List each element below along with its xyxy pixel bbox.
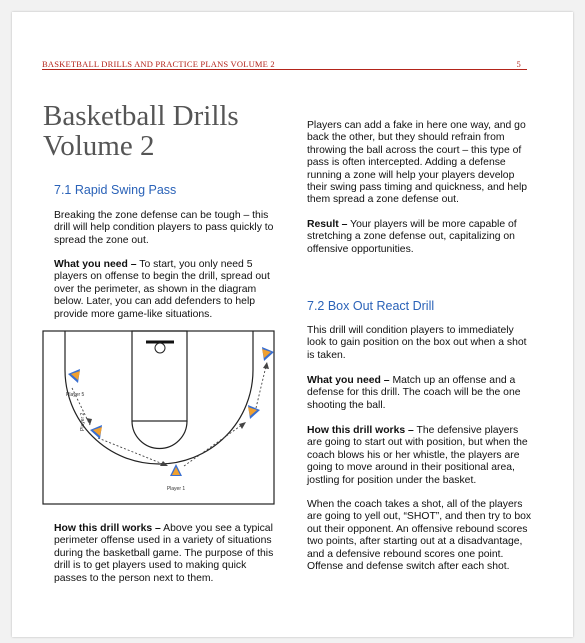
section-heading-box-out-react: 7.2 Box Out React Drill <box>307 299 435 313</box>
player-2-label: Player 2 <box>80 412 86 431</box>
what-you-need-label: What you need – <box>307 375 390 386</box>
section-2-coach-shot: When the coach takes a shot, all of the players are going to yell out, “SHOT”, and then try to box out their opponent. An offensive rebound scores two points, after starting out at a disadvantage, and a defensive rebound scores one point. Offense and defense switch after each shot. <box>307 499 532 573</box>
section-1-continued: Players can add a fake in here one way, and go back the other, but they should refrain from throwing the ball across the court – this type of pass is often intercepted. Adding a defense running a zone will help your players develop their swing pass timing and quickness, and help them spread a zone defense out. <box>307 120 528 206</box>
player-5-label: Player 5 <box>66 392 85 398</box>
title-line-1: Basketball Drills <box>43 100 239 132</box>
section-1-intro: Breaking the zone defense can be tough – this drill will help condition players to pass quickly to spread the zone out. <box>54 210 274 246</box>
result-text: Your players will be more capable of stretching a zone defense out, capitalizing on offensive opportunities. <box>307 219 517 255</box>
section-1-what-you-need <box>54 259 280 321</box>
how-it-works-text: Above you see a typical perimeter offense used in a variety of situations during the basketball game. The purpose of this drill is to get players used to making quick passes to the person next to them. <box>54 523 274 584</box>
section-2-intro: This drill will condition players to immediately look to gain position on the box out when a shot is taken. <box>307 325 527 361</box>
page-number: 5 <box>516 59 521 69</box>
title-line-2: Volume 2 <box>43 130 155 162</box>
what-you-need-text: To start, you only need 5 players on offense to begin the drill, spread out over the perimeter, as shown in the diagram below. Later, you can add defenders to help provide more game-like situations. <box>54 259 270 320</box>
page-title <box>43 101 283 161</box>
how-it-works-label: How this drill works – <box>54 523 161 534</box>
section-2-how-it-works <box>307 425 535 487</box>
court-diagram <box>42 330 275 505</box>
how-it-works-text: The defensive players are going to start out with position, but when the coach blows his or her whistle, the players are going to move around in their positional area, jostling for position under the basket. <box>307 425 528 486</box>
running-header <box>42 45 527 70</box>
player-1-label: Player 1 <box>166 486 186 492</box>
section-1-result <box>307 219 535 256</box>
what-you-need-text: Match up an offense and a defense for this drill. The coach will be the one shooting the ball. <box>307 375 521 411</box>
section-2-what-you-need <box>307 375 535 412</box>
section-1-how-it-works <box>54 523 280 585</box>
result-label: Result – <box>307 219 348 230</box>
running-title: BASKETBALL DRILLS AND PRACTICE PLANS VOLUME 2 <box>42 59 275 69</box>
how-it-works-label: How this drill works – <box>307 425 414 436</box>
section-heading-rapid-swing-pass: 7.1 Rapid Swing Pass <box>54 183 177 197</box>
what-you-need-label: What you need – <box>54 259 137 270</box>
